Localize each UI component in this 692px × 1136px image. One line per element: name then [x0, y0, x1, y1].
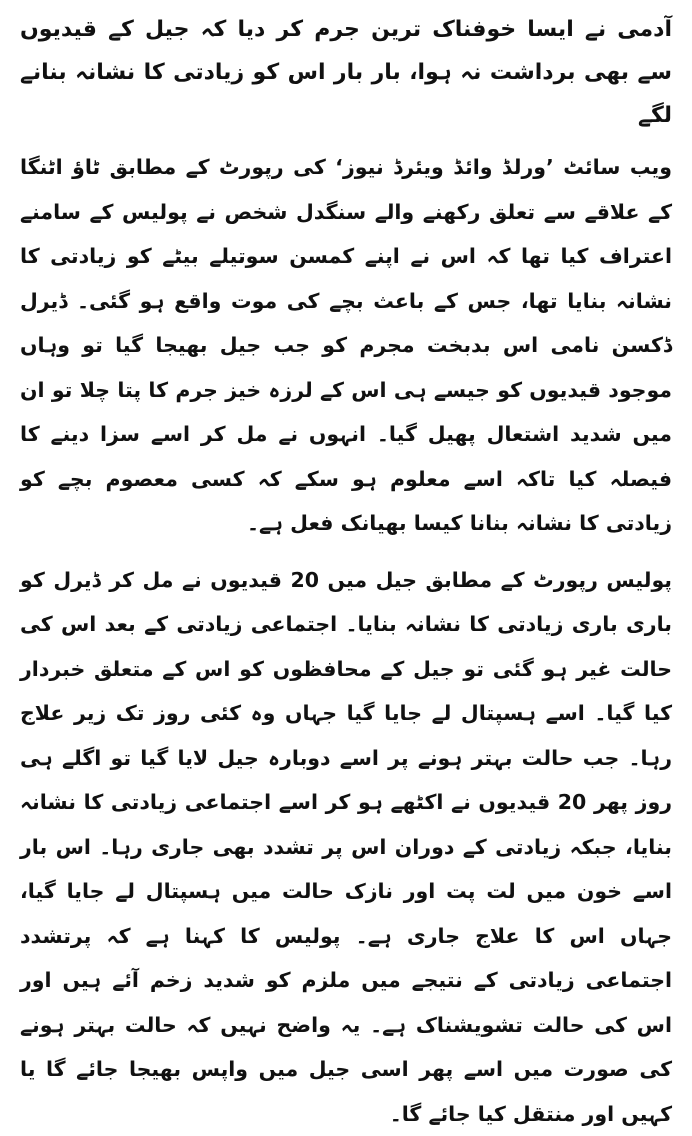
article-paragraph-1: ویب سائٹ ’ورلڈ وائڈ ویئرڈ نیوز‘ کی رپورٹ کے مطابق ٹاؤ اٹنگا کے علاقے سے تعلق رکھنے والے سنگدل شخص نے پولیس کے سامنے اعتراف کیا تھا کہ اس نے اپنے کمسن سوتیلے بیٹے کو زیادتی کا نشانہ بنایا تھا، جس کے باعث بچے کی موت واقع ہو گئی۔ ڈیرل ڈکسن نامی اس بدبخت مجرم کو جب جیل بھیجا گیا تو وہاں موجود قیدیوں کو جیسے ہی اس کے لرزہ خیز جرم کا پتا چلا تو ان میں شدید اشتعال پھیل گیا۔ انہوں نے مل کر اسے سزا دینے کا فیصلہ کیا تاکہ اسے معلوم ہو سکے کہ کسی معصوم بچے کو زیادتی کا نشانہ بنانا کیسا بھیانک فعل ہے۔ [20, 145, 672, 546]
article-paragraph-2: پولیس رپورٹ کے مطابق جیل میں 20 قیدیوں نے مل کر ڈیرل کو باری باری زیادتی کا نشانہ بنایا۔ اجتماعی زیادتی کے بعد اس کی حالت غیر ہو گئی تو جیل کے محافظوں کو اس کے متعلق خبردار کیا گیا۔ اسے ہسپتال لے جایا گیا جہاں وہ کئی روز تک زیر علاج رہا۔ جب حالت بہتر ہونے پر اسے دوبارہ جیل لایا گیا تو اگلے ہی روز پھر 20 قیدیوں نے اکٹھے ہو کر اسے اجتماعی زیادتی کا نشانہ بنایا، جبکہ زیادتی کے دوران اس پر تشدد بھی جاری رہا۔ اس بار اسے خون میں لت پت اور نازک حالت میں ہسپتال لے جایا گیا، جہاں اس کا علاج جاری ہے۔ پولیس کا کہنا ہے کہ پرتشدد اجتماعی زیادتی کے نتیجے میں ملزم کو شدید زخم آئے ہیں اور اس کی حالت تشویشناک ہے۔ یہ واضح نہیں کہ حالت بہتر ہونے کی صورت میں اسے پھر اسی جیل میں واپس بھیجا جائے گا یا کہیں اور منتقل کیا جائے گا۔ [20, 558, 672, 1136]
article-headline: آدمی نے ایسا خوفناک ترین جرم کر دیا کہ جیل کے قیدیوں سے بھی برداشت نہ ہوا، بار بار اس کو زیادتی کا نشانہ بنانے لگے [20, 8, 672, 137]
